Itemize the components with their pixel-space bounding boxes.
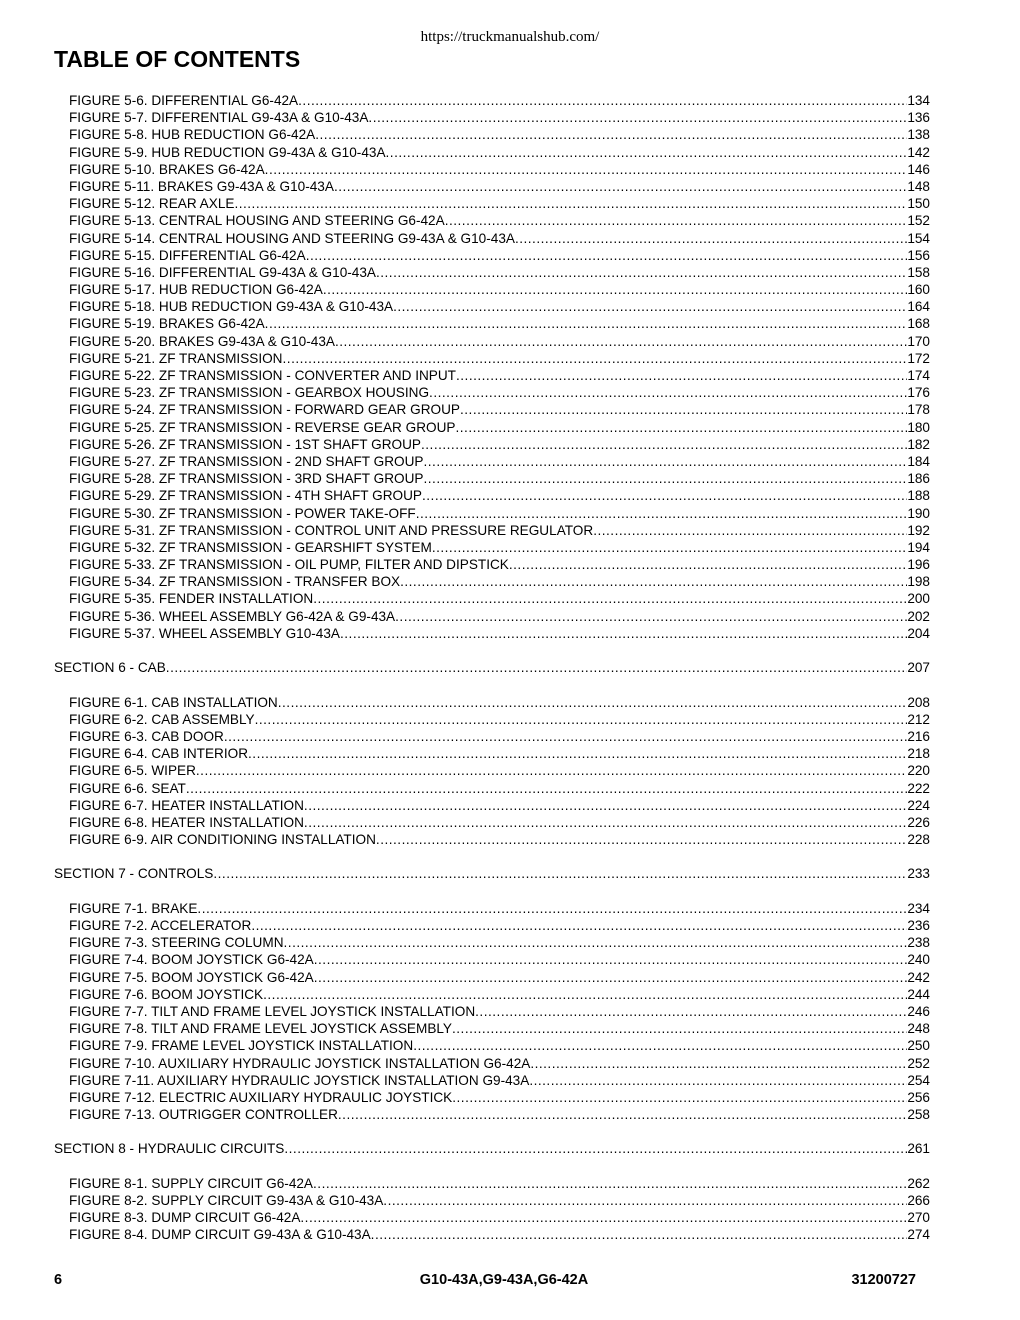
toc-entry-page: 148 <box>907 178 930 194</box>
toc-figure-entry[interactable] <box>54 762 930 779</box>
spacer <box>54 848 930 865</box>
toc-entry-label: FIGURE 5-19. BRAKES G6-42A <box>69 316 265 332</box>
dot-leader <box>323 281 908 298</box>
toc-entry-label: FIGURE 7-5. BOOM JOYSTICK G6-42A <box>69 969 314 985</box>
toc-figure-entry[interactable] <box>54 470 930 487</box>
dot-leader <box>166 659 908 676</box>
dot-leader <box>284 1140 907 1157</box>
toc-figure-entry[interactable] <box>54 797 930 814</box>
toc-entry-page: 200 <box>907 591 930 607</box>
dot-leader <box>298 92 907 109</box>
dot-leader <box>255 711 908 728</box>
dot-leader <box>515 230 907 247</box>
toc-entry-page: 258 <box>907 1107 930 1123</box>
toc-figure-entry[interactable] <box>54 505 930 522</box>
page-footer <box>54 1272 916 1290</box>
toc-entry-label: FIGURE 5-16. DIFFERENTIAL G9-43A & G10-43A <box>69 264 376 280</box>
dot-leader <box>371 1226 908 1243</box>
dot-leader <box>421 436 907 453</box>
spacer <box>54 1123 930 1140</box>
toc-figure-entry[interactable] <box>54 573 930 590</box>
dot-leader <box>304 814 907 831</box>
toc-entry-page: 172 <box>907 350 930 366</box>
dot-leader <box>335 333 907 350</box>
dot-leader <box>460 401 907 418</box>
toc-figure-entry[interactable] <box>54 367 930 384</box>
toc-section-entry[interactable] <box>54 865 930 882</box>
toc-entry-label: FIGURE 5-23. ZF TRANSMISSION - GEARBOX HOUSING <box>69 385 430 401</box>
toc-figure-entry[interactable] <box>54 487 930 504</box>
toc-figure-entry[interactable] <box>54 900 930 917</box>
toc-entry-page: 244 <box>907 986 930 1002</box>
toc-figure-entry[interactable] <box>54 333 930 350</box>
toc-entry-page: 228 <box>907 832 930 848</box>
toc-figure-entry[interactable] <box>54 1106 930 1123</box>
toc-entry-label: FIGURE 6-2. CAB ASSEMBLY <box>69 711 255 727</box>
toc-entry-label: FIGURE 7-13. OUTRIGGER CONTROLLER <box>69 1107 338 1123</box>
toc-entry-page: 186 <box>907 471 930 487</box>
toc-figure-entry[interactable] <box>54 144 930 161</box>
toc-entry-page: 212 <box>907 711 930 727</box>
dot-leader <box>386 144 908 161</box>
toc-figure-entry[interactable] <box>54 109 930 126</box>
toc-figure-entry[interactable] <box>54 608 930 625</box>
dot-leader <box>234 195 907 212</box>
toc-entry-page: 242 <box>907 969 930 985</box>
toc-figure-entry[interactable] <box>54 986 930 1003</box>
toc-entry-page: 190 <box>907 505 930 521</box>
dot-leader <box>376 264 907 281</box>
toc-figure-entry[interactable] <box>54 384 930 401</box>
table-of-contents <box>54 92 930 1244</box>
toc-entry-page: 150 <box>907 196 930 212</box>
toc-figure-entry[interactable] <box>54 745 930 762</box>
toc-entry-label: SECTION 8 - HYDRAULIC CIRCUITS <box>54 1141 285 1157</box>
toc-entry-page: 158 <box>907 264 930 280</box>
toc-entry-page: 248 <box>907 1021 930 1037</box>
toc-entry-page: 174 <box>907 368 930 383</box>
toc-entry-label: FIGURE 5-13. CENTRAL HOUSING AND STEERING G6-42A <box>69 213 445 229</box>
toc-entry-label: FIGURE 6-4. CAB INTERIOR <box>69 746 249 762</box>
dot-leader <box>314 951 908 968</box>
toc-figure-entry[interactable] <box>54 694 930 711</box>
toc-figure-entry[interactable] <box>54 298 930 315</box>
dot-leader <box>213 865 907 882</box>
toc-figure-entry[interactable] <box>54 230 930 247</box>
dot-leader <box>315 126 907 143</box>
toc-entry-label: FIGURE 5-35. FENDER INSTALLATION <box>69 591 314 607</box>
toc-figure-entry[interactable] <box>54 436 930 453</box>
dot-leader <box>197 900 907 917</box>
toc-entry-page: 154 <box>907 230 930 246</box>
toc-figure-entry[interactable] <box>54 1175 930 1192</box>
toc-entry-label: FIGURE 7-4. BOOM JOYSTICK G6-42A <box>69 952 314 968</box>
dot-leader <box>278 694 908 711</box>
toc-figure-entry[interactable] <box>54 1089 930 1106</box>
footer-models: G10-43A,G9-43A,G6-42A <box>419 1272 589 1288</box>
toc-entry-label: FIGURE 6-9. AIR CONDITIONING INSTALLATION <box>69 832 376 848</box>
dot-leader <box>529 1072 907 1089</box>
toc-entry-label: FIGURE 5-29. ZF TRANSMISSION - 4TH SHAFT GROUP <box>69 488 422 504</box>
dot-leader <box>413 1037 907 1054</box>
toc-figure-entry[interactable] <box>54 1055 930 1072</box>
toc-entry-page: 138 <box>907 127 930 143</box>
toc-entry-label: FIGURE 6-5. WIPER <box>69 763 196 779</box>
dot-leader <box>186 780 907 797</box>
toc-entry-page: 238 <box>907 935 930 951</box>
toc-figure-entry[interactable] <box>54 1072 930 1089</box>
toc-entry-label: FIGURE 5-7. DIFFERENTIAL G9-43A & G10-43A <box>69 110 369 126</box>
toc-figure-entry[interactable] <box>54 539 930 556</box>
toc-figure-entry[interactable] <box>54 590 930 607</box>
toc-entry-page: 234 <box>907 900 930 916</box>
toc-entry-page: 266 <box>907 1193 930 1208</box>
toc-entry-page: 224 <box>907 797 930 813</box>
toc-entry-label: FIGURE 7-12. ELECTRIC AUXILIARY HYDRAULIC JOYSTICK <box>69 1089 453 1105</box>
toc-entry-page: 134 <box>907 93 930 108</box>
toc-entry-page: 198 <box>907 574 930 590</box>
toc-entry-label: FIGURE 5-12. REAR AXLE <box>69 196 235 212</box>
toc-entry-page: 156 <box>907 247 930 263</box>
toc-entry-page: 170 <box>907 333 930 349</box>
toc-entry-label: FIGURE 5-36. WHEEL ASSEMBLY G6-42A & G9-43A <box>69 608 396 624</box>
toc-figure-entry[interactable] <box>54 281 930 298</box>
toc-figure-entry[interactable] <box>54 264 930 281</box>
toc-entry-page: 196 <box>907 557 930 573</box>
toc-entry-label: FIGURE 5-25. ZF TRANSMISSION - REVERSE GEAR GROUP <box>69 419 456 435</box>
toc-figure-entry[interactable] <box>54 350 930 367</box>
toc-entry-page: 136 <box>907 110 930 126</box>
toc-entry-page: 222 <box>907 780 930 796</box>
dot-leader <box>530 1055 907 1072</box>
toc-entry-label: FIGURE 5-34. ZF TRANSMISSION - TRANSFER BOX <box>69 574 401 590</box>
dot-leader <box>400 573 907 590</box>
toc-entry-label: FIGURE 5-10. BRAKES G6-42A <box>69 161 265 177</box>
toc-entry-page: 240 <box>907 952 930 968</box>
toc-entry-label: FIGURE 8-2. SUPPLY CIRCUIT G9-43A & G10-43A <box>69 1193 384 1208</box>
toc-entry-page: 204 <box>907 625 930 641</box>
footer-doc-number: 31200727 <box>851 1272 916 1288</box>
dot-leader <box>429 384 907 401</box>
toc-figure-entry[interactable] <box>54 212 930 229</box>
toc-figure-entry[interactable] <box>54 934 930 951</box>
spacer <box>54 642 930 659</box>
dot-leader <box>452 1020 907 1037</box>
footer-page-number: 6 <box>54 1272 63 1288</box>
toc-entry-label: FIGURE 8-4. DUMP CIRCUIT G9-43A & G10-43A <box>69 1227 371 1243</box>
dot-leader <box>196 762 907 779</box>
toc-entry-page: 184 <box>907 453 930 469</box>
dot-leader <box>475 1003 907 1020</box>
toc-entry-label: FIGURE 5-26. ZF TRANSMISSION - 1ST SHAFT GROUP <box>69 436 421 452</box>
toc-entry-label: FIGURE 5-15. DIFFERENTIAL G6-42A <box>69 247 306 263</box>
toc-entry-label: FIGURE 7-2. ACCELERATOR <box>69 918 252 933</box>
toc-entry-label: FIGURE 5-37. WHEEL ASSEMBLY G10-43A <box>69 625 340 641</box>
dot-leader <box>422 487 907 504</box>
toc-entry-page: 254 <box>907 1072 930 1088</box>
dot-leader <box>509 556 907 573</box>
toc-figure-entry[interactable] <box>54 1209 930 1226</box>
toc-entry-page: 194 <box>907 539 930 555</box>
toc-figure-entry[interactable] <box>54 625 930 642</box>
toc-section-entry[interactable] <box>54 1140 930 1157</box>
toc-entry-page: 261 <box>907 1141 930 1157</box>
toc-entry-page: 160 <box>907 282 930 298</box>
toc-entry-page: 250 <box>907 1038 930 1054</box>
toc-entry-label: FIGURE 5-28. ZF TRANSMISSION - 3RD SHAFT GROUP <box>69 471 424 487</box>
toc-figure-entry[interactable] <box>54 780 930 797</box>
dot-leader <box>314 969 908 986</box>
toc-figure-entry[interactable] <box>54 1037 930 1054</box>
dot-leader <box>416 505 908 522</box>
dot-leader <box>424 470 908 487</box>
toc-entry-label: FIGURE 5-21. ZF TRANSMISSION <box>69 350 283 366</box>
dot-leader <box>338 1106 907 1123</box>
dot-leader <box>334 178 907 195</box>
toc-entry-page: 202 <box>907 608 930 624</box>
toc-entry-page: 226 <box>907 814 930 830</box>
toc-entry-page: 168 <box>907 316 930 332</box>
toc-figure-entry[interactable] <box>54 831 930 848</box>
toc-figure-entry[interactable] <box>54 556 930 573</box>
toc-entry-page: 236 <box>907 918 930 933</box>
toc-entry-page: 256 <box>907 1089 930 1105</box>
toc-figure-entry[interactable] <box>54 814 930 831</box>
toc-entry-label: FIGURE 7-9. FRAME LEVEL JOYSTICK INSTALLATION <box>69 1038 414 1054</box>
dot-leader <box>284 934 908 951</box>
toc-entry-label: FIGURE 5-17. HUB REDUCTION G6-42A <box>69 282 323 298</box>
toc-entry-page: 182 <box>907 436 930 452</box>
header-url[interactable]: https://truckmanualshub.com/ <box>420 29 600 45</box>
page-title: TABLE OF CONTENTS <box>54 46 301 72</box>
dot-leader <box>300 1209 907 1226</box>
toc-entry-label: FIGURE 7-8. TILT AND FRAME LEVEL JOYSTICK ASSEMBLY <box>69 1021 452 1037</box>
toc-figure-entry[interactable] <box>54 195 930 212</box>
dot-leader <box>393 298 907 315</box>
toc-figure-entry[interactable] <box>54 522 930 539</box>
toc-entry-page: 192 <box>907 522 930 538</box>
toc-entry-page: 188 <box>907 488 930 504</box>
toc-entry-label: FIGURE 7-1. BRAKE <box>69 900 198 916</box>
toc-entry-label: FIGURE 5-33. ZF TRANSMISSION - OIL PUMP, FILTER AND DIPSTICK <box>69 557 509 573</box>
toc-entry-page: 207 <box>907 660 930 676</box>
dot-leader <box>224 728 907 745</box>
dot-leader <box>376 831 907 848</box>
toc-entry-label: FIGURE 6-7. HEATER INSTALLATION <box>69 797 304 813</box>
toc-entry-page: 262 <box>907 1175 930 1191</box>
dot-leader <box>455 419 907 436</box>
toc-entry-label: FIGURE 6-6. SEAT <box>69 780 186 796</box>
toc-entry-label: FIGURE 5-20. BRAKES G9-43A & G10-43A <box>69 333 335 349</box>
dot-leader <box>424 453 908 470</box>
dot-leader <box>313 590 907 607</box>
toc-figure-entry[interactable] <box>54 917 930 934</box>
toc-figure-entry[interactable] <box>54 711 930 728</box>
toc-entry-page: 270 <box>907 1210 930 1226</box>
dot-leader <box>456 367 907 384</box>
toc-entry-label: FIGURE 7-3. STEERING COLUMN <box>69 935 284 951</box>
toc-entry-label: FIGURE 7-7. TILT AND FRAME LEVEL JOYSTICK INSTALLATION <box>69 1003 476 1019</box>
toc-entry-label: SECTION 7 - CONTROLS <box>54 866 214 882</box>
toc-entry-page: 220 <box>907 763 930 779</box>
toc-entry-label: FIGURE 5-30. ZF TRANSMISSION - POWER TAKE-OFF <box>69 505 416 521</box>
dot-leader <box>306 247 908 264</box>
toc-figure-entry[interactable] <box>54 1020 930 1037</box>
toc-entry-label: FIGURE 8-1. SUPPLY CIRCUIT G6-42A <box>69 1175 314 1191</box>
toc-entry-page: 176 <box>907 385 930 401</box>
dot-leader <box>251 917 907 934</box>
toc-entry-page: 233 <box>907 866 930 882</box>
toc-figure-entry[interactable] <box>54 161 930 178</box>
toc-entry-page: 152 <box>907 213 930 229</box>
toc-figure-entry[interactable] <box>54 126 930 143</box>
toc-figure-entry[interactable] <box>54 92 930 109</box>
toc-entry-page: 178 <box>907 402 930 418</box>
toc-figure-entry[interactable] <box>54 1003 930 1020</box>
toc-entry-page: 164 <box>907 299 930 315</box>
dot-leader <box>313 1175 907 1192</box>
dot-leader <box>248 745 907 762</box>
toc-figure-entry[interactable] <box>54 419 930 436</box>
toc-figure-entry[interactable] <box>54 1192 930 1209</box>
dot-leader <box>283 350 908 367</box>
toc-entry-page: 146 <box>907 161 930 177</box>
toc-entry-label: FIGURE 5-24. ZF TRANSMISSION - FORWARD GEAR GROUP <box>69 402 460 418</box>
toc-figure-entry[interactable] <box>54 951 930 968</box>
toc-section-entry[interactable] <box>54 659 930 676</box>
toc-entry-label: FIGURE 7-6. BOOM JOYSTICK <box>69 986 264 1002</box>
toc-entry-page: 274 <box>907 1227 930 1243</box>
toc-figure-entry[interactable] <box>54 1226 930 1243</box>
toc-figure-entry[interactable] <box>54 453 930 470</box>
dot-leader <box>265 161 908 178</box>
toc-entry-label: FIGURE 5-6. DIFFERENTIAL G6-42A <box>69 93 299 108</box>
toc-entry-label: FIGURE 6-3. CAB DOOR <box>69 728 224 744</box>
toc-figure-entry[interactable] <box>54 969 930 986</box>
toc-entry-page: 218 <box>907 746 930 762</box>
dot-leader <box>368 109 907 126</box>
toc-entry-page: 252 <box>907 1055 930 1071</box>
toc-entry-label: FIGURE 8-3. DUMP CIRCUIT G6-42A <box>69 1210 301 1226</box>
toc-entry-label: SECTION 6 - CAB <box>54 660 166 676</box>
dot-leader <box>265 315 908 332</box>
toc-figure-entry[interactable] <box>54 401 930 418</box>
toc-entry-page: 216 <box>907 728 930 744</box>
toc-entry-label: FIGURE 5-31. ZF TRANSMISSION - CONTROL UNIT AND PRESSURE REGULATOR <box>69 522 594 538</box>
toc-entry-label: FIGURE 6-8. HEATER INSTALLATION <box>69 814 304 830</box>
spacer <box>54 1158 930 1175</box>
toc-figure-entry[interactable] <box>54 247 930 264</box>
toc-entry-page: 246 <box>907 1003 930 1019</box>
toc-entry-page: 142 <box>907 144 930 160</box>
dot-leader <box>593 522 907 539</box>
dot-leader <box>383 1192 907 1209</box>
dot-leader <box>445 212 908 229</box>
toc-entry-label: FIGURE 5-27. ZF TRANSMISSION - 2ND SHAFT GROUP <box>69 453 424 469</box>
toc-entry-label: FIGURE 5-18. HUB REDUCTION G9-43A & G10-43A <box>69 299 394 315</box>
toc-figure-entry[interactable] <box>54 178 930 195</box>
dot-leader <box>432 539 908 556</box>
toc-entry-label: FIGURE 5-8. HUB REDUCTION G6-42A <box>69 127 316 143</box>
dot-leader <box>304 797 907 814</box>
dot-leader <box>452 1089 907 1106</box>
toc-entry-label: FIGURE 5-22. ZF TRANSMISSION - CONVERTER AND INPUT <box>69 368 456 383</box>
toc-entry-label: FIGURE 5-32. ZF TRANSMISSION - GEARSHIFT SYSTEM <box>69 539 432 555</box>
toc-figure-entry[interactable] <box>54 728 930 745</box>
spacer <box>54 883 930 900</box>
dot-leader <box>340 625 907 642</box>
toc-entry-label: FIGURE 7-11. AUXILIARY HYDRAULIC JOYSTICK INSTALLATION G9-43A <box>69 1072 530 1088</box>
dot-leader <box>395 608 907 625</box>
toc-entry-label: FIGURE 5-11. BRAKES G9-43A & G10-43A <box>69 178 334 194</box>
toc-figure-entry[interactable] <box>54 315 930 332</box>
dot-leader <box>263 986 907 1003</box>
spacer <box>54 676 930 693</box>
toc-entry-page: 208 <box>907 694 930 710</box>
toc-entry-page: 180 <box>907 419 930 435</box>
toc-entry-label: FIGURE 5-14. CENTRAL HOUSING AND STEERING G9-43A & G10-43A <box>69 230 515 246</box>
toc-entry-label: FIGURE 5-9. HUB REDUCTION G9-43A & G10-43A <box>69 144 386 160</box>
toc-entry-label: FIGURE 6-1. CAB INSTALLATION <box>69 694 278 710</box>
toc-entry-label: FIGURE 7-10. AUXILIARY HYDRAULIC JOYSTICK INSTALLATION G6-42A <box>69 1055 531 1071</box>
